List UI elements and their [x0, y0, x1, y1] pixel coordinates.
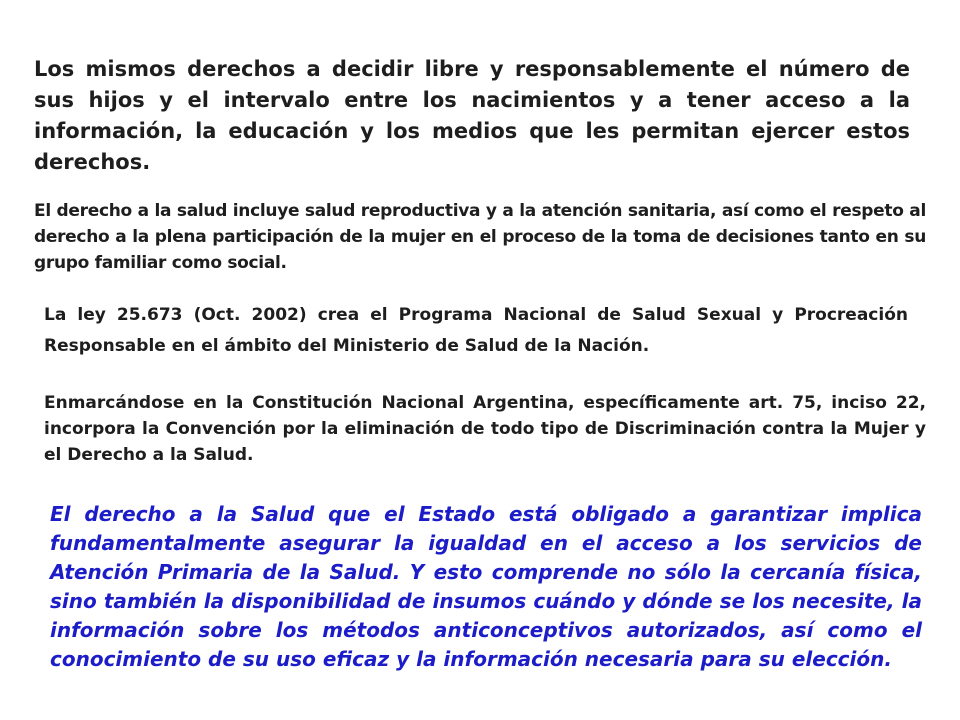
paragraph-right-to-health: El derecho a la salud incluye salud reproductiva y a la atención sanitaria, así como el respeto al derecho a la plena participación de la mujer en el proceso de la toma de decisiones tanto en su grupo familiar como social.	[34, 201, 926, 273]
paragraph-state-obligation: El derecho a la Salud que el Estado está obligado a garantizar implica fundamentalmente asegurar la igualdad en el acceso a los servicios de Atención Primaria de la Salud. Y esto comprende no sólo la cercanía física, sino también la disponibilidad de insumos cuándo y dónde se los necesite, la información sobre los métodos anticonceptivos autorizados, así como el conocimiento de su uso eficaz y la información necesaria para su elección.	[50, 502, 922, 671]
paragraph-constitution: Enmarcándose en la Constitución Nacional Argentina, específicamente art. 75, inciso 22, incorpora la Convención por la eliminación de todo tipo de Discriminación contra la Mujer y el Derecho a la Salud.	[44, 393, 926, 465]
paragraph-equal-rights: Los mismos derechos a decidir libre y responsablemente el número de sus hijos y el intervalo entre los nacimientos y a tener acceso a la información, la educación y los medios que les permitan ejercer estos derechos.	[34, 57, 910, 174]
paragraph-law-25673: La ley 25.673 (Oct. 2002) crea el Programa Nacional de Salud Sexual y Procreación Responsable en el ámbito del Ministerio de Salud de la Nación.	[44, 305, 908, 356]
